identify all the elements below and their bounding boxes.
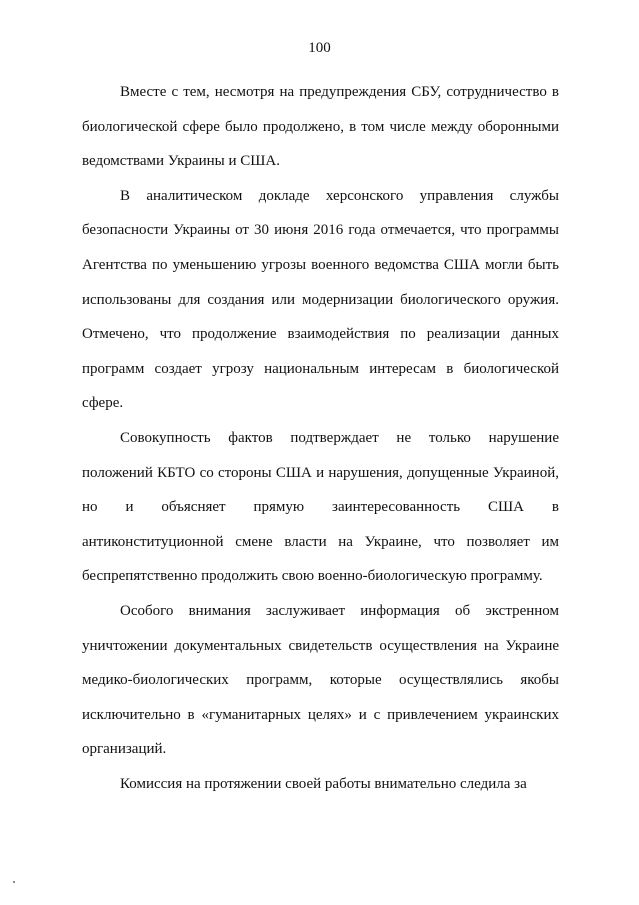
page-number: 100 bbox=[308, 40, 331, 56]
paragraph-1: Вместе с тем, несмотря на предупреждения СБУ, сотрудничество в биологической сфере было продолжено, в том числе между оборонными ведомствами Украины и США. bbox=[82, 84, 559, 170]
body-text bbox=[82, 75, 559, 801]
paragraph-4: Особого внимания заслуживает информация об экстренном уничтожении документальных свидетельств осуществления на Украине медико-биологических программ, которые осуществлялись якобы исключительно в «гуманитарных целях» и с привлечением украинских организаций. bbox=[82, 602, 559, 758]
paragraph-2: В аналитическом докладе херсонского управления службы безопасности Украины от 30 июня 2016 года отмечается, что программы Агентства по уменьшению угрозы военного ведомства США могли быть использованы для создания или модернизации биологического оружия. Отмечено, что продолжение взаимодействия по реализации данных программ создает угрозу национальным интересам в биологической сфере. bbox=[82, 187, 559, 412]
paragraph-3: Совокупность фактов подтверждает не только нарушение положений КБТО со стороны США и нарушения, допущенные Украиной, но и объясняет прямую заинтересованность США в антиконституционной смене власти на Украине, что позволяет им беспрепятственно продолжить свою военно-биологическую программу. bbox=[82, 429, 559, 585]
paragraph-5: Комиссия на протяжении своей работы внимательно следила за bbox=[120, 775, 527, 792]
scan-speck bbox=[13, 881, 15, 883]
